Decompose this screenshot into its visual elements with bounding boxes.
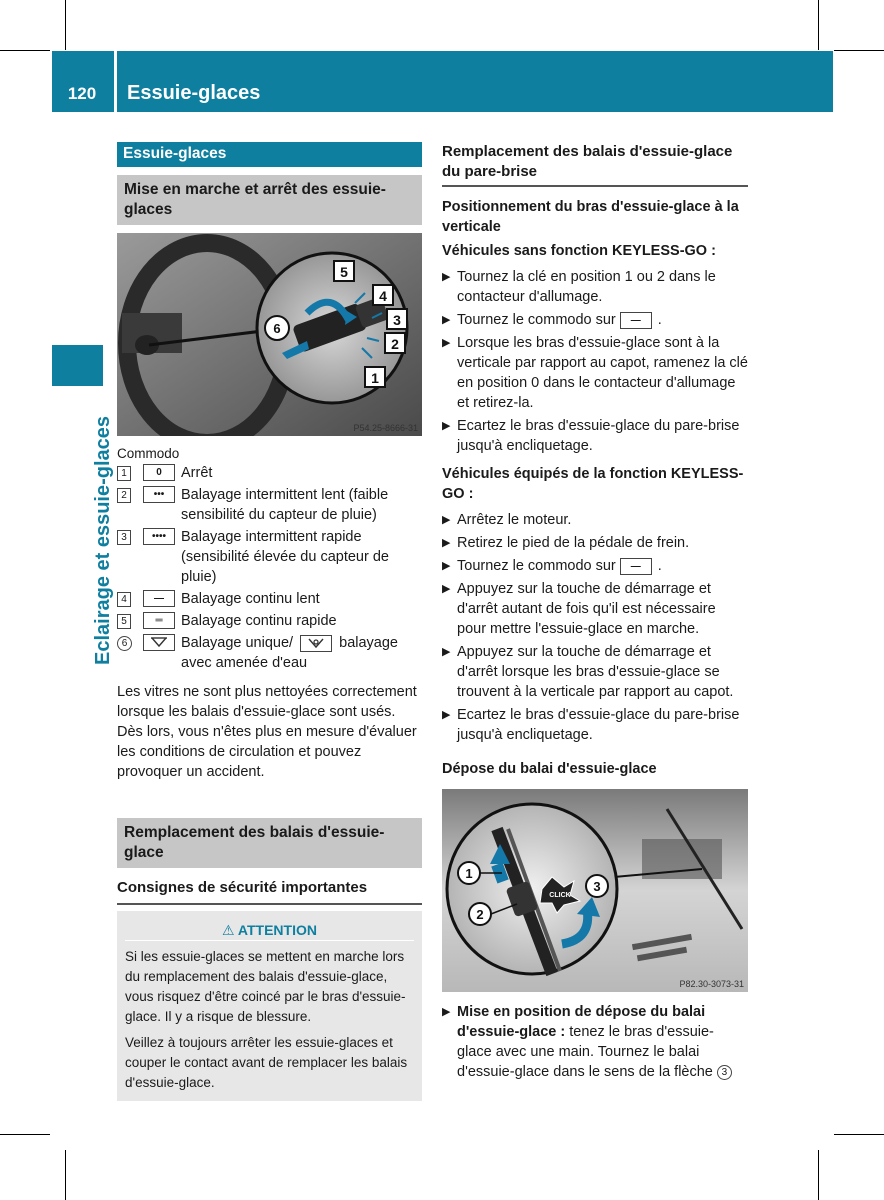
wiper-lever-illustration (117, 233, 422, 436)
right-column (442, 142, 748, 1082)
crop-mark (0, 50, 50, 51)
legend-key: ••• (143, 486, 175, 503)
bullet-icon: ▶ (442, 560, 451, 572)
step-item: ▶ Ecartez le bras d'essuie-glace du pare-brise jusqu'à encliquetage. (442, 707, 740, 743)
legend-item (117, 589, 422, 609)
left-column (117, 142, 422, 1101)
figure-label: 1 (465, 866, 473, 881)
warning-title: ⚠ ATTENTION (125, 919, 414, 941)
step-item: ▶ Tournez le commodo sur — . (442, 312, 662, 328)
legend-text: Balayage intermittent lent (faible sensibilité du capteur de pluie) (181, 487, 389, 523)
sub-heading: Positionnement du bras d'essuie-glace à la verticale (442, 199, 739, 235)
bullet-icon: ▶ (442, 1006, 451, 1018)
bullet-icon: ▶ (442, 271, 451, 283)
figure-code: P54.25-8666-31 (353, 423, 418, 433)
legend-key: 0 (143, 464, 175, 481)
figure-label: 1 (371, 370, 379, 386)
sub-heading: Véhicules équipés de la fonction KEYLESS-GO : (442, 466, 744, 502)
step-item: ▶ Ecartez le bras d'essuie-glace du pare-brise jusqu'à encliquetage. (442, 418, 740, 454)
figure-caption: Commodo (117, 446, 180, 461)
legend-key: •••• (143, 528, 175, 545)
legend-text: Balayage continu rapide (181, 613, 337, 629)
legend-item (117, 611, 422, 631)
step-item: ▶ Mise en position de dépose du balai d'essuie-glace : tenez le bras d'essuie-glace avec une main. Tournez le balai d'essuie-glace dans le sens de la flèche 3 (442, 1002, 748, 1082)
legend-text: Arrêt (181, 465, 213, 481)
step-item: ▶ Arrêtez le moteur. (442, 512, 572, 528)
chapter-tab (52, 345, 103, 386)
safety-title: Consignes de sécurité importantes (117, 878, 422, 905)
bullet-icon: ▶ (442, 709, 451, 721)
figure-label: 2 (476, 907, 484, 922)
sub-heading: Véhicules sans fonction KEYLESS-GO : (442, 243, 716, 259)
figure-label: 3 (393, 312, 401, 328)
legend-item (117, 485, 422, 525)
bullet-icon: ▶ (442, 514, 451, 526)
step-item: ▶ Appuyez sur la touche de démarrage et d'arrêt autant de fois qu'il est nécessaire pour mettre l'essuie-glace en marche. (442, 581, 716, 637)
legend-number: 1 (117, 466, 131, 481)
warning-icon: ⚠ (222, 922, 238, 938)
wiper-blade-figure (442, 789, 748, 992)
bullet-icon: ▶ (442, 583, 451, 595)
wiper-blade-illustration (442, 789, 748, 992)
chapter-tab-label: Eclairage et essuie-glaces (92, 415, 114, 665)
wiper-single-icon (143, 634, 175, 651)
step-item: ▶ Retirez le pied de la pédale de frein. (442, 535, 690, 551)
legend-number: 5 (117, 614, 131, 629)
subsection-title: Remplacement des balais d'essuie-glace (117, 818, 422, 868)
warning-text: Si les essuie-glaces se mettent en marche lors du remplacement des balais d'essuie-glace, vous risquez d'être coincé par le bras d'essuie-glace. Il y a risque de blessure. (125, 949, 406, 1024)
legend-key: ═ (143, 612, 175, 629)
warning-paragraph: Les vitres ne sont plus nettoyées correctement lorsque les balais d'essuie-glace sont usés. Dès lors, vous n'êtes plus en mesure d'évaluer les conditions de circulation et pouvez provoquer un accident. (117, 684, 417, 780)
sub-heading: Dépose du balai d'essuie-glace (442, 761, 657, 777)
crop-mark (65, 0, 66, 50)
step-item: ▶ Tournez la clé en position 1 ou 2 dans le contacteur d'allumage. (442, 269, 716, 305)
step-item: ▶ Appuyez sur la touche de démarrage et d'arrêt lorsque les bras d'essuie-glace se trouvent à la verticale par rapport au capot. (442, 644, 734, 700)
section-title: Essuie-glaces (117, 142, 422, 167)
legend-number: 2 (117, 488, 131, 503)
page-number: 120 (67, 84, 97, 103)
reference-number: 3 (717, 1065, 732, 1080)
bullet-icon: ▶ (442, 314, 451, 326)
section-heading: Remplacement des balais d'essuie-glace du pare-brise (442, 142, 748, 187)
subsection-title: Mise en marche et arrêt des essuie-glaces (117, 175, 422, 225)
legend-number: 6 (117, 636, 132, 651)
figure-label: 6 (273, 321, 281, 336)
bullet-icon: ▶ (442, 646, 451, 658)
wiper-wash-icon (300, 635, 332, 652)
step-item: ▶ Tournez le commodo sur — . (442, 558, 662, 574)
legend-number: 3 (117, 530, 131, 545)
lever-position-icon: — (620, 312, 652, 329)
legend-key: — (143, 590, 175, 607)
page-title: Essuie-glaces (127, 82, 261, 104)
crop-mark (0, 1134, 50, 1135)
crop-mark (834, 1134, 884, 1135)
figure-label: 5 (340, 264, 348, 280)
legend-text: Balayage intermittent rapide (sensibilité élevée du capteur de pluie) (181, 529, 389, 585)
legend-text: Balayage continu lent (181, 591, 320, 607)
wiper-lever-figure (117, 233, 422, 436)
warning-box (117, 911, 422, 1101)
legend-item (117, 633, 422, 673)
legend-number: 4 (117, 592, 131, 607)
legend-text: Balayage unique/ balayage avec amenée d'eau (181, 635, 398, 671)
crop-mark (818, 1150, 819, 1200)
click-label: CLICK (549, 892, 571, 899)
figure-label: 3 (593, 879, 601, 894)
bullet-icon: ▶ (442, 537, 451, 549)
crop-mark (818, 0, 819, 50)
bullet-icon: ▶ (442, 337, 451, 349)
crop-mark (65, 1150, 66, 1200)
figure-label: 2 (391, 336, 399, 352)
legend-item (117, 527, 422, 587)
header-separator (114, 51, 117, 112)
bullet-icon: ▶ (442, 420, 451, 432)
figure-code: P82.30-3073-31 (679, 979, 744, 989)
warning-text: Veillez à toujours arrêter les essuie-glaces et couper le contact avant de remplacer les balais d'essuie-glace. (125, 1035, 408, 1090)
step-item: ▶ Lorsque les bras d'essuie-glace sont à la verticale par rapport au capot, ramenez la clé en position 0 dans le contacteur d'allumage et retirez-la. (442, 335, 748, 411)
legend-item (117, 463, 422, 483)
figure-label: 4 (379, 288, 387, 304)
crop-mark (834, 50, 884, 51)
lever-position-icon: — (620, 558, 652, 575)
